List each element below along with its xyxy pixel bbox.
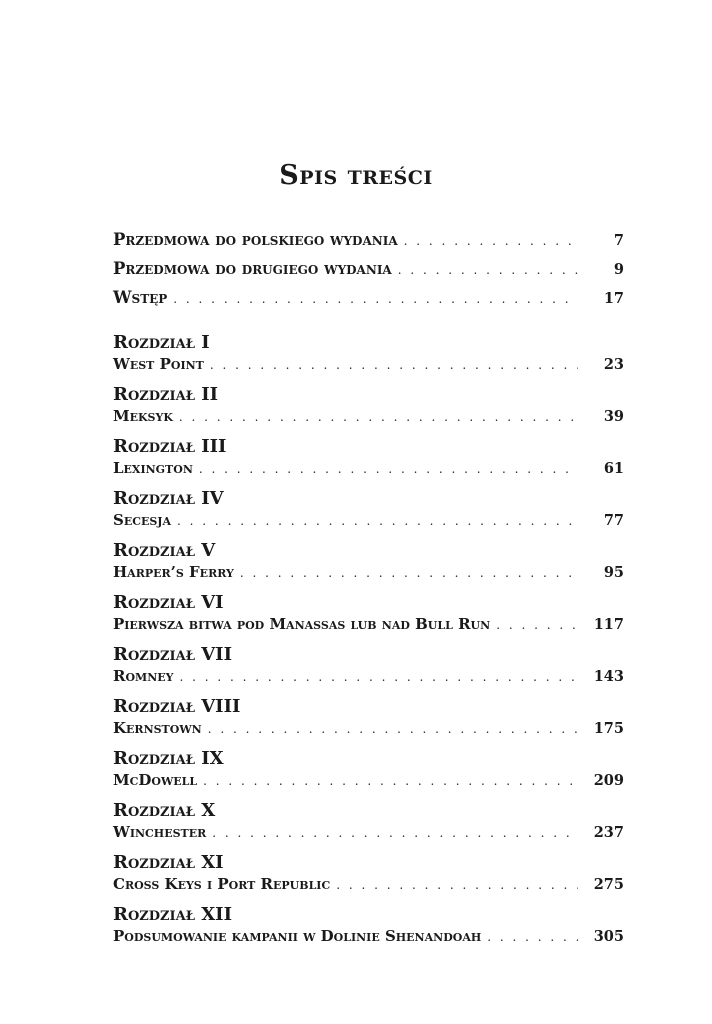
- page-title: Spis treści: [279, 160, 433, 191]
- chapter-label: Rozdział VI: [113, 592, 224, 613]
- dot-leader: [240, 566, 578, 580]
- toc-page-number: 39: [603, 408, 624, 425]
- toc-entry-title: Cross Keys i Port Republic: [113, 875, 331, 893]
- toc-chapter: [113, 331, 624, 382]
- toc-page-number: 175: [593, 720, 624, 737]
- toc-page-number: 61: [603, 460, 624, 477]
- toc-entry-title: McDowell: [113, 771, 198, 789]
- chapter-label: Rozdział V: [113, 540, 216, 561]
- chapter-label: Rozdział I: [113, 332, 210, 353]
- toc-chapter: [113, 747, 624, 798]
- dot-leader: [177, 514, 578, 528]
- toc-entry-title: Podsumowanie kampanii w Dolinie Shenandoah: [113, 927, 482, 945]
- toc-page-number: 17: [603, 290, 624, 307]
- toc-entry-chapter-5[interactable]: [113, 563, 624, 590]
- toc-entry-chapter-2[interactable]: [113, 407, 624, 434]
- toc-chapter: [113, 539, 624, 590]
- dot-leader: [496, 618, 578, 632]
- toc-entry-title: Winchester: [113, 823, 207, 841]
- chapter-label: Rozdział X: [113, 800, 216, 821]
- toc-page-number: 7: [613, 232, 624, 249]
- dot-leader: [203, 774, 578, 788]
- toc-entry-chapter-12[interactable]: [113, 927, 624, 954]
- toc-page-number: 9: [613, 261, 624, 278]
- toc-chapter: [113, 487, 624, 538]
- toc-page-number: 77: [603, 512, 624, 529]
- chapter-label: Rozdział VIII: [113, 696, 241, 717]
- dot-leader: [487, 930, 578, 944]
- toc-page-number: 143: [593, 668, 624, 685]
- chapter-label: Rozdział IV: [113, 488, 224, 509]
- section-gap: [113, 317, 624, 331]
- toc-chapter: [113, 903, 624, 954]
- chapter-label: Rozdział VII: [113, 644, 233, 665]
- toc-entry-chapter-8[interactable]: [113, 719, 624, 746]
- toc-page-number: 305: [593, 928, 624, 945]
- dot-leader: [208, 722, 578, 736]
- toc-entry-title: Romney: [113, 667, 174, 685]
- toc-entry-title: Harper’s Ferry: [113, 563, 234, 581]
- toc-chapter: [113, 851, 624, 902]
- toc-entry-title: Pierwsza bitwa pod Manassas lub nad Bull Run: [113, 615, 491, 633]
- toc-entry-chapter-7[interactable]: [113, 667, 624, 694]
- dot-leader: [398, 263, 578, 277]
- toc-entry-title: Kernstown: [113, 719, 202, 737]
- toc-entry-polish-preface[interactable]: [113, 230, 624, 259]
- toc-entry-title: Lexington: [113, 459, 193, 477]
- toc-entry-chapter-6[interactable]: [113, 615, 624, 642]
- toc-entry-chapter-9[interactable]: [113, 771, 624, 798]
- toc-page-number: 237: [593, 824, 624, 841]
- toc-chapter: [113, 643, 624, 694]
- dot-leader: [404, 234, 578, 248]
- table-of-contents: [113, 230, 624, 955]
- toc-entry-title: Przedmowa do drugiego wydania: [113, 259, 392, 278]
- toc-entry-title: Secesja: [113, 511, 172, 529]
- toc-chapter: [113, 695, 624, 746]
- toc-chapter: [113, 435, 624, 486]
- toc-page-number: 209: [593, 772, 624, 789]
- toc-entry-title: Meksyk: [113, 407, 173, 425]
- toc-entry-chapter-10[interactable]: [113, 823, 624, 850]
- toc-entry-chapter-1[interactable]: [113, 355, 624, 382]
- toc-entry-second-preface[interactable]: [113, 259, 624, 288]
- toc-entry-introduction[interactable]: [113, 288, 624, 317]
- toc-entry-chapter-4[interactable]: [113, 511, 624, 538]
- chapter-label: Rozdział II: [113, 384, 219, 405]
- chapter-label: Rozdział III: [113, 436, 227, 457]
- chapter-label: Rozdział XI: [113, 852, 224, 873]
- toc-chapter: [113, 799, 624, 850]
- dot-leader: [336, 878, 578, 892]
- dot-leader: [210, 358, 578, 372]
- toc-entry-title: Przedmowa do polskiego wydania: [113, 230, 398, 249]
- toc-entry-title: West Point: [113, 355, 204, 373]
- toc-page-number: 117: [593, 616, 624, 633]
- chapter-label: Rozdział XII: [113, 904, 233, 925]
- toc-chapter: [113, 591, 624, 642]
- toc-chapter: [113, 383, 624, 434]
- dot-leader: [179, 410, 578, 424]
- toc-page-number: 95: [603, 564, 624, 581]
- toc-page-number: 275: [593, 876, 624, 893]
- toc-entry-chapter-11[interactable]: [113, 875, 624, 902]
- dot-leader: [199, 462, 578, 476]
- dot-leader: [180, 670, 578, 684]
- chapter-label: Rozdział IX: [113, 748, 224, 769]
- dot-leader: [173, 292, 578, 306]
- dot-leader: [212, 826, 578, 840]
- toc-entry-title: Wstęp: [113, 288, 168, 307]
- toc-entry-chapter-3[interactable]: [113, 459, 624, 486]
- toc-page-number: 23: [603, 356, 624, 373]
